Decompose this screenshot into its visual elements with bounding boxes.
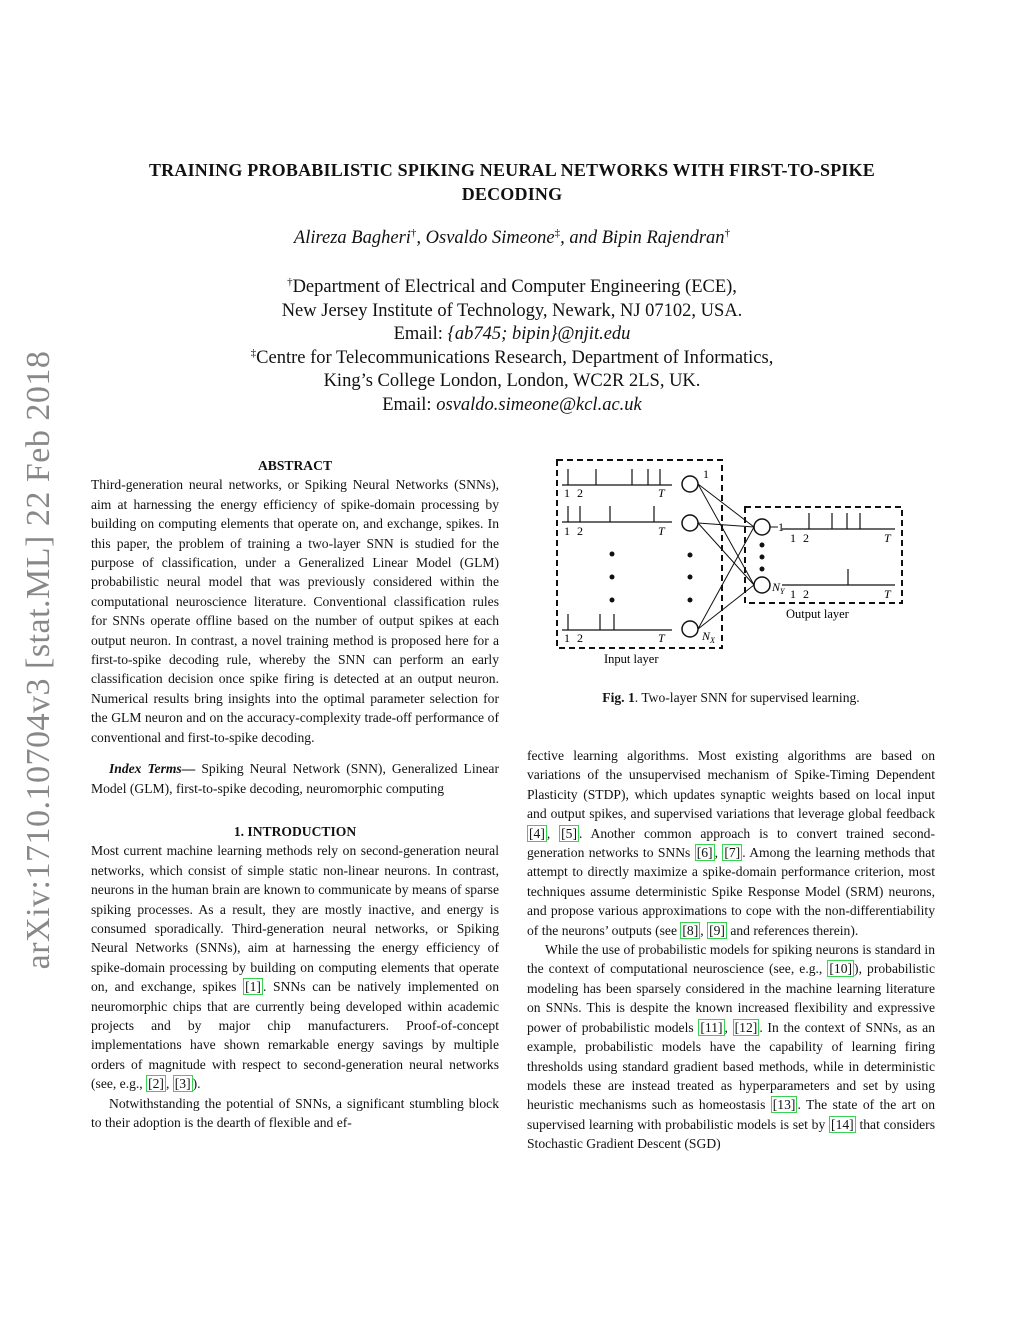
citation-link[interactable]: [3] xyxy=(174,1076,191,1092)
affil-mark: † xyxy=(410,227,417,239)
affil-line: King’s College London, London, WC2R 2LS, UK. xyxy=(323,371,701,391)
citation-link[interactable]: [4] xyxy=(529,825,545,841)
index-terms-label: Index Terms— xyxy=(109,761,196,777)
email-kcl: osvaldo.simeone@kcl.ac.uk xyxy=(436,394,642,415)
affil-line xyxy=(100,347,924,371)
intro-text: , xyxy=(714,845,723,861)
tick-label: T xyxy=(884,531,891,545)
intro-text: While the use of probabilistic models for spiking neurons is standard in the context of computational neuroscience (see, e.g., xyxy=(527,942,935,977)
tick-label: 2 xyxy=(577,631,583,645)
citation-link[interactable]: [11] xyxy=(700,1019,723,1035)
author-bagheri: Alireza Bagheri xyxy=(293,228,411,248)
intro-text: , xyxy=(700,922,708,938)
intro-paragraph-2: Notwithstanding the potential of SNNs, a significant stumbling block to their adoption is the dearth of flexible and ef- xyxy=(91,1095,499,1130)
figure-caption xyxy=(527,690,935,706)
ellipsis-dot xyxy=(610,598,615,603)
intro-text: ), probabilistic modeling has been sparsely considered in the machine learning literature on SNNs. This is despite the known increased flexibility and expressive power of probabilistic models xyxy=(527,961,935,1035)
tick-label: T xyxy=(658,524,665,538)
paper-title xyxy=(100,158,924,206)
output-spike-train xyxy=(782,513,895,545)
abstract-text: Third-generation neural networks, or Spiking Neural Networks (SNNs), aim at harnessing the energy efficiency of spike-domain processing by building on computing elements that operate on, and exchange, spikes. In this paper, the problem of training a two-layer SNN is studied for the purpose of classification, under a Generalized Linear Model (GLM) probabilistic neural model that was previously considered within the computational neuroscience literature. Conventional classification rules for SNNs operate offline based on the number of output spikes at each output neuron. In contrast, a novel training method is proposed here for a first-to-spike decoding rule, whereby the SNN can perform an early classification decision once spike firing is detected at an output neuron. Numerical results bring insights into the optimal parameter selection for the GLM neuron and on the accuracy-complexity trade-off performance of conventional and first-to-spike decoding. xyxy=(91,477,499,745)
neuron-label: $N_X$ xyxy=(702,629,715,645)
email-label: Email: xyxy=(393,324,448,344)
tick-label: T xyxy=(658,631,665,645)
affil-kcl-dept: Centre for Telecommunications Research, Department of Informatics, xyxy=(256,347,774,368)
index-terms-text: Spiking Neural Network (SNN), Generalized Linear Model (GLM), first-to-spike decoding, neuromorphic computing xyxy=(91,761,499,796)
ellipsis-dot xyxy=(688,553,693,558)
author-sep: , xyxy=(416,228,426,248)
input-spike-train xyxy=(562,469,672,500)
abstract-heading: ABSTRACT xyxy=(257,458,333,473)
citation-link[interactable]: [9] xyxy=(709,922,725,938)
affiliations xyxy=(100,276,924,417)
input-layer-label: Input layer xyxy=(604,652,659,666)
tick-label: 2 xyxy=(803,531,809,545)
tick-label: 1 xyxy=(790,531,796,545)
tick-label: 1 xyxy=(564,486,570,500)
affil-mark: † xyxy=(287,276,293,288)
neuron-label: 1 xyxy=(703,467,709,481)
intro-text: . Another common approach is to convert trained second-generation networks to SNNs xyxy=(527,825,936,861)
intro-text: . Among the learning methods that attempt to directly maximize a spike-domain performance criterion, most techniques assume deterministic Spike Response Model (SRM) neurons, and propose various approximations to cope with the non-differentiability of the neurons’ outputs (see xyxy=(527,845,936,938)
author-sep: , and xyxy=(560,228,602,248)
arxiv-stamp: arXiv:1710.10704v3 [stat.ML] 22 Feb 2018 xyxy=(20,350,57,970)
snn-figure xyxy=(550,455,910,670)
figure-caption-label: Fig. 1 xyxy=(602,690,635,705)
citation-link[interactable]: [5] xyxy=(561,825,577,841)
affil-mark: ‡ xyxy=(250,346,257,359)
author-simeone: Osvaldo Simeone xyxy=(425,228,555,248)
citation-link[interactable]: [1] xyxy=(245,979,261,995)
output-spike-train xyxy=(782,569,895,601)
ellipsis-dot xyxy=(610,552,615,557)
ellipsis-dot xyxy=(760,543,765,548)
intro-text: . In the context of SNNs, as an example, probabilistic models have the capability of learning firing thresholds using standard gradient based methods, while in deterministic models these are instead treated as hyperparameters and set by using heuristic mechanisms such as homeostasis xyxy=(527,1019,935,1113)
citation-link[interactable]: [2] xyxy=(148,1076,164,1092)
ellipsis-dot xyxy=(760,555,765,560)
email-label: Email: xyxy=(382,394,437,415)
affil-email-line xyxy=(100,323,924,347)
intro-text: and references therein). xyxy=(726,922,859,938)
input-neuron xyxy=(682,515,698,531)
intro-text: fective learning algorithms. Most existing algorithms are based on variations of the unsupervised mechanism of Spike-Timing Dependent Plasticity (STDP), which updates synaptic weights based on local input and output spikes, and supervised variations that leverage global feedback xyxy=(527,748,935,822)
citation-link[interactable]: [6] xyxy=(696,845,713,861)
output-neuron xyxy=(754,577,770,593)
index-terms xyxy=(91,759,499,798)
affil-line: New Jersey Institute of Technology, Newark, NJ 07102, USA. xyxy=(281,300,743,321)
citation-link[interactable]: [8] xyxy=(682,922,699,938)
synapse-connections xyxy=(698,484,754,629)
affil-mark: ‡ xyxy=(554,227,561,239)
tick-label: 2 xyxy=(803,587,809,601)
author-rajendran: Bipin Rajendran xyxy=(601,228,725,248)
affil-line xyxy=(100,276,924,300)
input-spike-train xyxy=(562,506,672,538)
tick-label: T xyxy=(884,587,891,601)
intro-text: , xyxy=(165,1076,173,1092)
intro-paragraph-4 xyxy=(527,940,935,1153)
tick-label: 2 xyxy=(577,524,583,538)
input-neuron xyxy=(682,621,698,637)
output-index: 1 xyxy=(778,520,784,534)
intro-heading: 1. INTRODUCTION xyxy=(233,823,357,839)
neuron-label: $N_Y$ xyxy=(772,580,785,596)
intro-text: , xyxy=(546,825,560,841)
title-line-1: TRAINING PROBABILISTIC SPIKING NEURAL NETWORKS WITH FIRST-TO-SPIKE xyxy=(148,160,876,180)
tick-label: 1 xyxy=(790,587,796,601)
output-neuron xyxy=(754,519,770,535)
intro-text: , xyxy=(724,1019,733,1035)
affil-mark: † xyxy=(724,227,731,239)
ellipsis-dot xyxy=(688,598,693,603)
ellipsis-dot xyxy=(760,567,765,572)
intro-text: ). xyxy=(192,1076,201,1092)
tick-label: 1 xyxy=(564,524,570,538)
citation-link[interactable]: [14] xyxy=(831,1116,854,1132)
intro-text: Most current machine learning methods rely on second-generation neural networks, which consist of simple static non-linear neurons. In contrast, neurons in the human brain are known to communicate by means of sparse spiking processes. As a result, they are mostly inactive, and energy is consumed sporadically. Third-generation neural networks, or Spiking Neural Networks (SNNs), aim at harnessing the energy efficiency of spike-domain processing by building on computing elements that operate on, and exchange, spikes xyxy=(91,843,499,995)
ellipsis-dot xyxy=(688,575,693,580)
tick-label: 1 xyxy=(564,631,570,645)
affil-email-line xyxy=(100,394,924,418)
right-column xyxy=(527,746,935,1154)
input-neuron xyxy=(682,476,698,492)
tick-label: T xyxy=(658,486,665,500)
output-layer-label: Output layer xyxy=(786,607,849,621)
figure-caption-text: . Two-layer SNN for supervised learning. xyxy=(634,690,860,705)
intro-paragraph-3 xyxy=(527,746,935,940)
citation-link[interactable]: [13] xyxy=(772,1097,796,1113)
left-column xyxy=(91,456,499,1132)
intro-paragraph-1 xyxy=(91,841,499,1093)
email-njit: {ab745; bipin}@njit.edu xyxy=(447,324,631,344)
citation-link[interactable]: [12] xyxy=(734,1019,758,1035)
input-spike-train xyxy=(562,614,672,645)
intro-text: . SNNs can be natively implemented on neuromorphic chips that are currently being developed within academic projects and by major chip manufacturers. Proof-of-concept implementations have shown remarkable energy savings by multiple orders of magnitude with respect to second-generation neural networks (see, e.g., xyxy=(91,979,499,1092)
tick-label: 2 xyxy=(577,486,583,500)
author-list xyxy=(100,228,924,249)
ellipsis-dot xyxy=(610,575,615,580)
intro-text: that considers Stochastic Gradient Descent (SGD) xyxy=(527,1116,935,1152)
title-line-2: DECODING xyxy=(461,184,563,204)
citation-link[interactable]: [7] xyxy=(724,845,741,861)
affil-njit-dept: Department of Electrical and Computer Engineering (ECE), xyxy=(292,277,737,297)
intro-text: . The state of the art on supervised learning with probabilistic models is set by xyxy=(527,1097,935,1132)
citation-link[interactable]: [10] xyxy=(829,961,853,977)
